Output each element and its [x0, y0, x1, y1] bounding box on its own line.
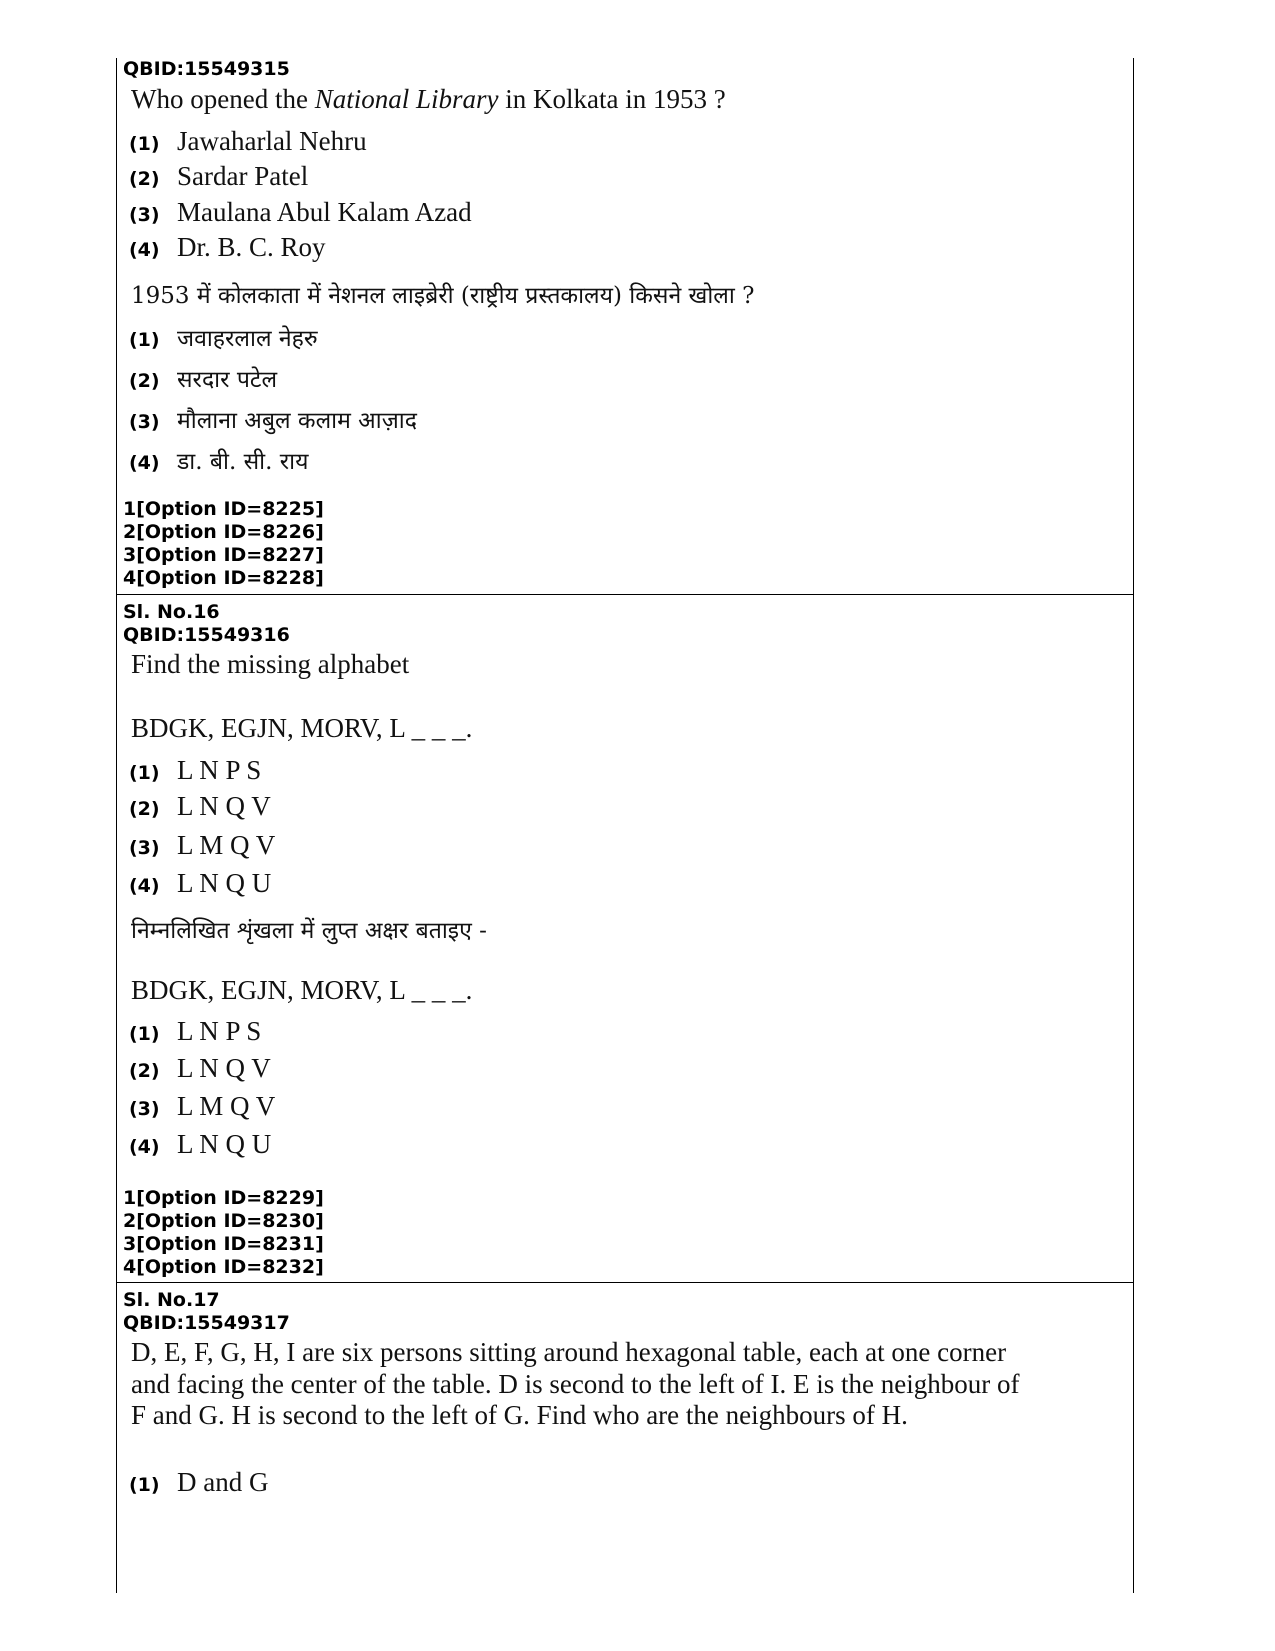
option-id: 4[Option ID=8232]: [123, 1256, 324, 1278]
question-text-en: Find the missing alphabet: [131, 649, 410, 679]
option-hi-2: (2) L N Q V: [129, 1053, 271, 1083]
question-text-hi: 1953 में कोलकाता में नेशनल लाइब्रेरी (राष्ट्रीय प्रस्तकालय) किसने खोला ?: [131, 283, 755, 309]
option-id: 3[Option ID=8227]: [123, 544, 324, 566]
option-en-2: (2) L N Q V: [129, 791, 271, 821]
option-id: 4[Option ID=8228]: [123, 567, 324, 589]
option-en-3: (3) Maulana Abul Kalam Azad: [129, 197, 472, 227]
option-en-4: (4) Dr. B. C. Roy: [129, 232, 326, 262]
option-hi-1: (1) जवाहरलाल नेहरु: [129, 326, 318, 352]
question-block-16: [117, 594, 1133, 1282]
option-en-4: (4) L N Q U: [129, 868, 272, 898]
series-text-en: BDGK, EGJN, MORV, L _ _ _.: [131, 713, 473, 743]
qbid-label: QBID:15549315: [123, 58, 290, 80]
option-hi-1: (1) L N P S: [129, 1016, 262, 1046]
option-hi-4: (4) डा. बी. सी. राय: [129, 449, 309, 475]
option-en-1: (1) D and G: [129, 1467, 269, 1497]
option-id: 1[Option ID=8225]: [123, 498, 324, 520]
series-text-hi: BDGK, EGJN, MORV, L _ _ _.: [131, 975, 473, 1005]
emphasis-text: National Library: [314, 84, 499, 114]
option-hi-4: (4) L N Q U: [129, 1129, 272, 1159]
question-block-17: [117, 1282, 1133, 1593]
qbid-label: QBID:15549317: [123, 1312, 290, 1334]
option-id: 1[Option ID=8229]: [123, 1187, 324, 1209]
serial-number-label: Sl. No.17: [123, 1289, 220, 1311]
option-id: 2[Option ID=8226]: [123, 521, 324, 543]
option-hi-2: (2) सरदार पटेल: [129, 367, 278, 393]
option-id-list: [123, 498, 324, 590]
option-id-list: [123, 1187, 324, 1279]
question-text-hi: निम्नलिखित शृंखला में लुप्त अक्षर बताइए -: [131, 918, 487, 944]
option-id: 3[Option ID=8231]: [123, 1233, 324, 1255]
question-text-en: Who opened the National Library in Kolkata in 1953 ?: [131, 84, 726, 114]
qbid-label: QBID:15549316: [123, 624, 290, 646]
option-id: 2[Option ID=8230]: [123, 1210, 324, 1232]
option-hi-3: (3) L M Q V: [129, 1091, 276, 1121]
option-en-1: (1) L N P S: [129, 755, 262, 785]
question-block-15: [117, 58, 1133, 594]
option-hi-3: (3) मौलाना अबुल कलाम आज़ाद: [129, 408, 417, 434]
question-paper-frame: [116, 58, 1134, 1593]
option-en-1: (1) Jawaharlal Nehru: [129, 126, 367, 156]
option-en-3: (3) L M Q V: [129, 830, 276, 860]
question-text-en: D, E, F, G, H, I are six persons sitting around hexagonal table, each at one corner and facing the center of the table. D is second to the left of I. E is the neighbour of F and G. H is second to the left of G. Find who are the neighbours of H.: [131, 1337, 1020, 1430]
option-en-2: (2) Sardar Patel: [129, 161, 309, 191]
serial-number-label: Sl. No.16: [123, 601, 220, 623]
